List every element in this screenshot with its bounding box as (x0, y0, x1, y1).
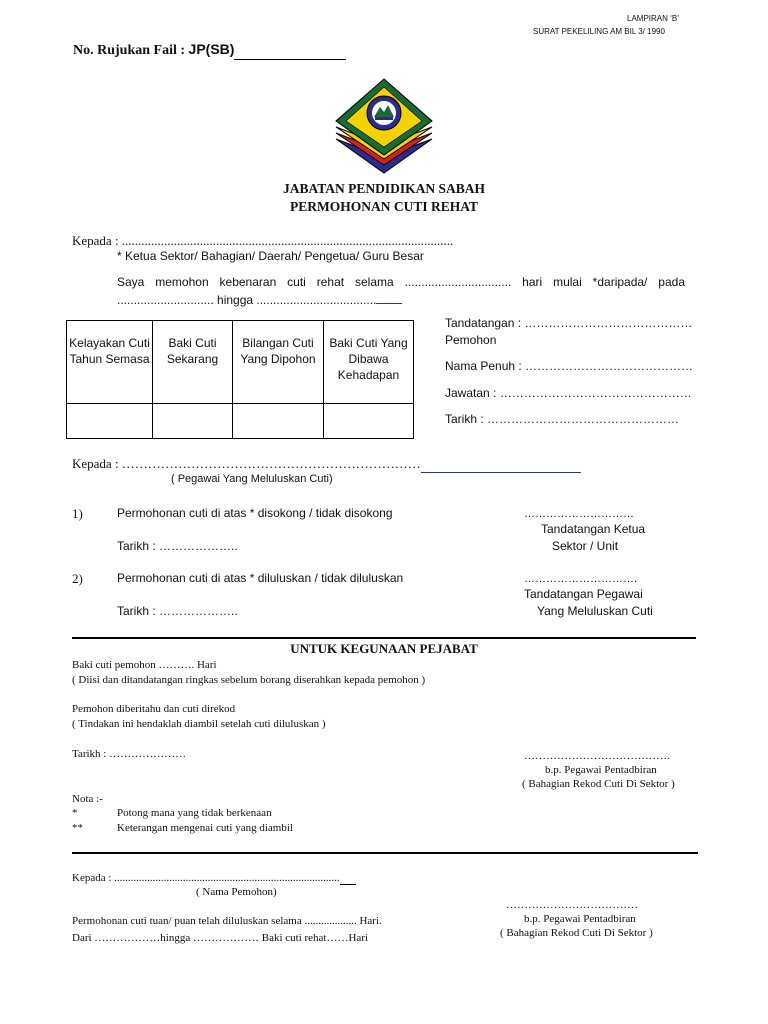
item2-signature-line1: Tandatangan Pegawai (524, 587, 643, 601)
office-signature-dots[interactable]: …………………………………. (524, 750, 670, 762)
request-line-1[interactable]: Saya memohon kebenaran cuti rehat selama ................................ hari mulai *daripada/ pada (117, 275, 685, 289)
title-jabatan: JABATAN PENDIDIKAN SABAH (282, 181, 486, 196)
cell-baki-sekarang[interactable] (153, 404, 233, 439)
office-heading: UNTUK KEGUNAAN PEJABAT (290, 641, 478, 656)
kepada-field[interactable]: Kepada : ...................................................................................................... (72, 233, 454, 248)
approval-kepada-sub: ( Pegawai Yang Meluluskan Cuti) (171, 473, 333, 485)
item1-signature-dots[interactable]: ………………………… (524, 508, 634, 520)
item2-signature-dots[interactable]: …………………………. (524, 573, 638, 585)
request-line-2[interactable] (117, 293, 402, 307)
applicant-position[interactable]: Jawatan : ………………………………………… (445, 386, 692, 400)
notice-signature-dots[interactable]: ……………………………… (506, 899, 638, 911)
title-permohonan: PERMOHONAN CUTI REHAT (289, 199, 478, 214)
rujukan-label: No. Rujukan Fail : (73, 43, 189, 58)
cell-bilangan[interactable] (233, 404, 324, 439)
notice-kepada-text: Kepada : .................................................................................. (72, 872, 340, 884)
col-bilangan: Bilangan Cuti Yang Dipohon (233, 321, 324, 404)
office-divider (72, 637, 696, 639)
applicant-signature[interactable]: Tandatangan : …………………………………… (445, 316, 693, 330)
approval-kepada[interactable] (72, 456, 581, 473)
col-baki-sekarang: Baki Cuti Sekarang (153, 321, 233, 404)
rujukan-value: JP(SB) (188, 41, 235, 57)
jabatan-pendidikan-crest-icon (330, 77, 438, 175)
office-diberitahu-note: ( Tindakan ini hendaklah diambil setelah cuti diluluskan ) (72, 718, 326, 730)
office-signature-line2: ( Bahagian Rekod Cuti Di Sektor ) (522, 778, 675, 790)
notice-kepada-sub: ( Nama Pemohon) (196, 886, 277, 898)
leave-table (66, 320, 414, 439)
item2-date[interactable]: Tarikh : ……………….. (117, 604, 238, 618)
note2-text: Keterangan mengenai cuti yang diambil (117, 822, 293, 834)
notice-kepada-blank (340, 872, 356, 885)
item1-signature-line1: Tandatangan Ketua (541, 522, 646, 536)
office-baki[interactable]: Baki cuti pemohon ………. Hari (72, 659, 217, 671)
nota-label: Nota :- (72, 793, 103, 805)
applicant-date[interactable]: Tarikh : ………………………………………… (445, 412, 680, 426)
item1-signature-line2: Sektor / Unit (552, 539, 619, 553)
notice-approved[interactable]: Permohonan cuti tuan/ puan telah diluluskan selama ................... Hari. (72, 915, 382, 927)
office-signature-line1: b.p. Pegawai Pentadbiran (545, 764, 657, 776)
item2-signature-line2: Yang Meluluskan Cuti (537, 604, 653, 618)
item1-number: 1) (72, 506, 83, 521)
office-diberitahu: Pemohon diberitahu dan cuti direkod (72, 703, 236, 715)
request-line-2-blank (376, 303, 402, 304)
lampiran-label: LAMPIRAN ‘B’ (627, 14, 680, 23)
note1-mark: * (72, 807, 78, 819)
office-tarikh[interactable]: Tarikh : ………………… (72, 748, 187, 760)
cell-baki-dibawa[interactable] (324, 404, 414, 439)
note2-mark: ** (72, 822, 83, 834)
rujukan-fail (73, 41, 346, 60)
approval-kepada-text: Kepada : …………………………………………………………… (72, 456, 421, 471)
request-line-2-text: ............................. hingga .................................... (117, 293, 377, 307)
notice-dari[interactable]: Dari ………………hingga ……………… Baki cuti rehat……Hari (72, 932, 369, 944)
item2-text: Permohonan cuti di atas * diluluskan / tidak diluluskan (117, 571, 404, 585)
item1-text: Permohonan cuti di atas * disokong / tidak disokong (117, 506, 393, 520)
notice-signature-line1: b.p. Pegawai Pentadbiran (524, 913, 636, 925)
roles-text: * Ketua Sektor/ Bahagian/ Daerah/ Pengetua/ Guru Besar (117, 249, 424, 263)
col-baki-dibawa: Baki Cuti Yang Dibawa Kehadapan (324, 321, 414, 404)
note1-text: Potong mana yang tidak berkenaan (117, 807, 272, 819)
surat-pekeliling-label: SURAT PEKELILING AM BIL 3/ 1990 (533, 27, 665, 36)
notice-kepada[interactable] (72, 872, 356, 885)
item2-number: 2) (72, 571, 83, 586)
applicant-name[interactable]: Nama Penuh : …………………………………… (445, 359, 694, 373)
cell-kelayakan[interactable] (67, 404, 153, 439)
office-baki-note: ( Diisi dan ditandatangan ringkas sebelum borang diserahkan kepada pemohon ) (72, 674, 426, 686)
notice-divider (72, 852, 698, 854)
approval-kepada-blank (421, 456, 581, 473)
notice-signature-line2: ( Bahagian Rekod Cuti Di Sektor ) (500, 927, 653, 939)
rujukan-blank[interactable] (234, 43, 346, 60)
col-kelayakan: Kelayakan Cuti Tahun Semasa (67, 321, 153, 404)
applicant-signature-sub: Pemohon (445, 333, 497, 347)
item1-date[interactable]: Tarikh : ……………….. (117, 539, 238, 553)
